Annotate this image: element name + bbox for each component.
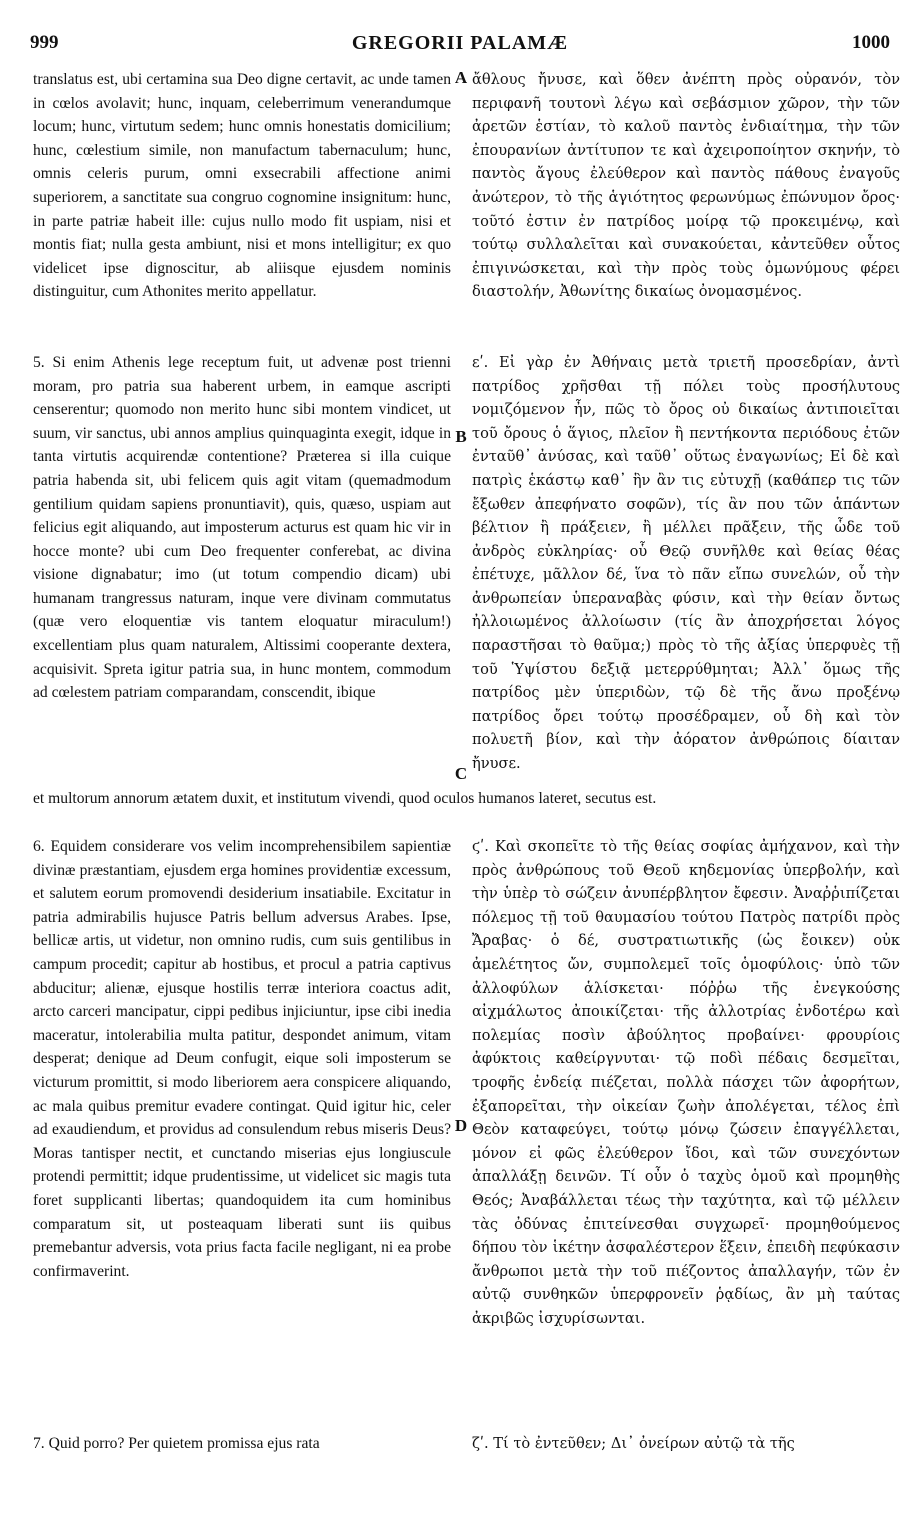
latin-paragraph-5: 5. Si enim Athenis lege receptum fuit, ut advenæ post trienni moram, pro patria sua haberent urbem, in eamque ascripti censerentur; quomodo non merito hunc sibi montem vindicet, ut suum, vir sanctus, ubi annos amplius quinquaginta exegit, idque in tanta virtutis acquirendæ contentione? Præterea si illa cuique patria habenda sit, ubi felicem quis agit vitam (quemadmodum gentilium quidam sapiens pronuntiavit), quis, quæso, uspiam aut felicius egit aliquando, aut imposterum acturus est quam hic vir in hocce monte? ubi cum Deo frequenter conferebat, ac divina visione dignabatur; imo (ut totum compendio dicam) ubi humanam trangressus naturam, inque vere divinam commutatus (quæ vero eloquentiæ vis tantem eloquatur miraculum!) excellentiam plus quam naturalem, Altissimi cooperante dextera, acquisivit. Spreta igitur patria sua, in hunc montem, commodum ad cœlestem patriam comparandam, conscendit, ibique bbox=[33, 353, 451, 702]
latin-paragraph-4-end: translatus est, ubi certamina sua Deo digne certavit, ac unde tamen in cœlos avolavit; hunc, inquam, celeberrimum venerandumque locum; hunc, virtutum sedem; hunc omnis honestatis domicilium; hunc, cœlestium simile, non manufactum tabernaculum; hunc, omnis celeris purum, omni exsecrabili affectione animi superiorem, a sanctitate sua congruo cognomine insignitum: hunc, in parte patriæ habeit ille: cujus nullo modo fit uspiam, nisi et montis fiat; nulla gesta ambiunt, nisi et mons intelligitur; ex quo videlicet ipse dignoscitur, ab aliisque ejusdem nominis distinguitur, cum Athonites merito appellatur. bbox=[33, 71, 451, 301]
left-page-number: 999 bbox=[30, 32, 59, 53]
latin-column-last-line bbox=[33, 1432, 451, 1456]
running-title: GREGORII PALAMÆ bbox=[351, 32, 569, 54]
greek-paragraph-4-end: ἄθλους ἤνυσε, καὶ ὅθεν ἀνέπτη πρὸς οὐρανόν, τὸν περιφανῆ τουτονὶ λέγω καὶ σεβάσμιον χῶρον, τὴν τῶν ἀρετῶν ἑστίαν, τὸ καλοῦ παντὸς ἐνδιαίτημα, τὴν τῶν ἐπουρανίων ἀντίτυπον τε καὶ ἀχειροποίητον σκηνήν, τὸ παντὸς ἄγους ἐλεύθερον καὶ παντὸς πάθους ἐναγοῦς ἀνώτερον, τὸ τῆς ἁγιότητος φερωνύμως ἐπώνυμον ὄρος· τοῦτό ἐστιν ἐν πατρίδος μοίρᾳ τῷ προκειμένῳ, καὶ τούτῳ συλλαλεῖται καὶ συνακούεται, κἀντεῦθεν οὗτος ἐπιγινώσκεται, καὶ τὴν πρὸς τοὺς ὁμωνύμους φέρει διαστολήν, Ἀθωνίτης δικαίως ὀνομασμένος. bbox=[472, 71, 900, 301]
margin-marker-d: D bbox=[454, 1116, 468, 1135]
latin-paragraph-7-start: 7. Quid porro? Per quietem promissa ejus rata bbox=[33, 1435, 320, 1452]
right-page-number: 1000 bbox=[852, 32, 890, 53]
greek-column-last-line bbox=[472, 1432, 900, 1456]
latin-spanning-line: et multorum annorum ætatem duxit, et institutum vivendi, quod oculos humanos lateret, secutus est. bbox=[33, 790, 657, 807]
latin-column-top bbox=[33, 68, 451, 705]
latin-paragraph-6: 6. Equidem considerare vos velim incomprehensibilem sapientiæ divinæ præstantiam, ejusdem erga homines providentiæ excessum, et salutem eorum promovendi desiderium insatiabile. Excitatur in patria admirabilis hujusce Patris bellum adversus Arabes. Ipse, bellicæ artis, ut videtur, non omnino rudis, cum suis gentilibus in campum procedit; capitur ab hostibus, et procul a patria captivus abducitur; alienæ, ejusque hostilis terræ interiora coactus adit, arcto carceri mancipatur, cippi pedibus injiciuntur, ipse cibi inedia maceratur, intolerabilia multa patitur, despondet animum, vitam desperat; denique ad Deum confugit, eique soli imposterum se victurum promittit, si modo liberiorem aera conspicere aliquando, ac mala quibus premitur evadere contingat. Quid igitur hic, celer ad exaudiendum, et providus ad consulendum rebus miseris Deus? Moras tantisper nectit, et cunctando miserias ejus longiuscule protendi permittit; idque prudentissime, ut videlicet sic magis tuta foret supplicanti libertas; quandoquidem ita cum hominibus comparatum sit, ut posteaquam liberati sunt iis quibus premebantur adversis, vota prius facta facile negligant, ni ea probe confirmaverint. bbox=[33, 838, 451, 1280]
running-header bbox=[30, 32, 890, 60]
margin-marker-a: A bbox=[454, 68, 468, 87]
greek-paragraph-5: εʹ. Εἰ γὰρ ἐν Ἀθήναις μετὰ τριετῆ προσεδρίαν, ἀντὶ πατρίδος χρῆσθαι τῇ πόλει τοὺς προσήλυτους νομιζόμενον ἦν, πῶς τὸ ὄρος οὐ δικαίως ἀντιποιεῖται τοῦ ὄρους ὁ ἅγιος, πλεῖον ἢ πεντήκοντα περιόδους ἐτῶν ἐνταῦθ᾽ ἀνύσας, καὶ ταῦθ᾽ οὕτως ἐναγωνίως; Εἰ δὲ καὶ πατρὶς ἑκάστῳ καθ᾽ ἣν ἂν τις εὐτυχῇ (καθάπερ τις τῶν ἔξωθεν ἀπεφήνατο σοφῶν), τίς ἂν που τῶν ἁπάντων βέλτιον ἢ πράξειεν, ἢ μέλλει πρᾶξειν, τῆς ὧδε τοῦ ἀνδρὸς εὐκληρίας· οὗ Θεῷ συνῆλθε καὶ θείας θέας ἐπέτυχε, μᾶλλον δέ, ἵνα τὸ πᾶν εἴπω συνελών, οὗ τὴν ἀνθρωπείαν ὑπεραναβὰς φύσιν, καὶ τὴν θείαν ὄντως ἠλλοιωμένος ἀλλοίωσιν (τίς ἂν ἀποχρήσεται λόγος παραστῆσαι τὸ θαῦμα;) πρὸς τὸ τῆς ἀξίας ὑπερφυὲς τῇ τοῦ Ὑψίστου δεξιᾷ μετερρύθμηται; Ἀλλ᾽ ὅμως τῆς πατρίδος μὲν ὑπεριδὼν, τῷ δὲ τῆς ἄνω προξένῳ πατρίδος ὄρει τούτῳ προσέδραμεν, οὗ δὴ καὶ τὸν πολυετῆ βίον, καὶ τὴν ἀόρατον ἀνθρώποις δίαιταν ἤνυσε. bbox=[472, 353, 900, 773]
greek-paragraph-6: ϛʹ. Καὶ σκοπεῖτε τὸ τῆς θείας σοφίας ἀμήχανον, καὶ τὴν πρὸς ἀνθρώπους τοῦ Θεοῦ κηδεμονίας ὑπερβολήν, καὶ τὴν ὑπὲρ τὸ σώζειν ἀνυπέρβλητον ἔφεσιν. Ἀναῤῥιπίζεται πόλεμος τῇ τοῦ θαυμασίου τούτου Πατρὸς πατρίδι πρὸς Ἄραβας· ὁ δέ, συστρατιωτικῆς (ὡς ἔοικεν) οὐκ ἀμελέτητος ὤν, συμπολεμεῖ τοῖς ὁμοφύλοις· ὑπὸ τῶν ἀλλοφύλων ἁλίσκεται· πόῤῥω τῆς ἐνεγκούσης αἰχμάλωτος ἀποικίζεται· τῆς ἀλλοτρίας ἐνδοτέρω καὶ πολεμίας ποσὶν ἀβούλητος προβαίνει· φρουρίοις ἀφύκτοις καθείργνυται· τῷ ποδὶ πέδαις δεσμεῖται, τροφῆς ἐνδείᾳ πιέζεται, πολλὰ πάσχει τῶν ἀφορήτων, ἐξαπορεῖται, τὴν οἰκείαν ζωὴν ἀπολέγεται, τέλος ἐπὶ Θεὸν καταφεύγει, τούτῳ μόνῳ ζώσειν ἐπαγγέλλεται, μόνον εἰ φῶς ἐλεύθερον ἴδοι, καὶ τῶν συνεχόντων ἀπαλλάξῃ δεινῶν. Τί οὖν ὁ ταχὺς ὁμοῦ καὶ προμηθὴς Θεός; Ἀναβάλλεται τέως τὴν ταχύτητα, καὶ τῷ μέλλειν τὰς ὀδύνας ἐπιτείνεσθαι συγχωρεῖ· προμηθούμενος δήπου τὸν ἱκέτην ἀσφαλέστερον ἕξειν, ἐπειδὴ πεφύκασιν ἄνθρωποι μετὰ τὴν τοῦ πιέζοντος ἀπαλλαγήν, τῶν ἐν αὐτῷ συνθηκῶν ὑπερφρονεῖν ῥᾳδίως, ἂν μὴ ταύτας ἀκριβῶς ἰσχυρίσωνται. bbox=[472, 838, 900, 1327]
greek-paragraph-7-start: ζʹ. Τί τὸ ἐντεῦθεν; Δι᾽ ὀνείρων αὐτῷ τὰ τῆς bbox=[472, 1435, 795, 1452]
latin-column-bottom bbox=[33, 835, 451, 1283]
margin-marker-b: B bbox=[455, 427, 467, 446]
greek-column-top bbox=[472, 68, 900, 776]
greek-column-bottom bbox=[472, 835, 900, 1330]
margin-marker-c: C bbox=[454, 764, 468, 783]
